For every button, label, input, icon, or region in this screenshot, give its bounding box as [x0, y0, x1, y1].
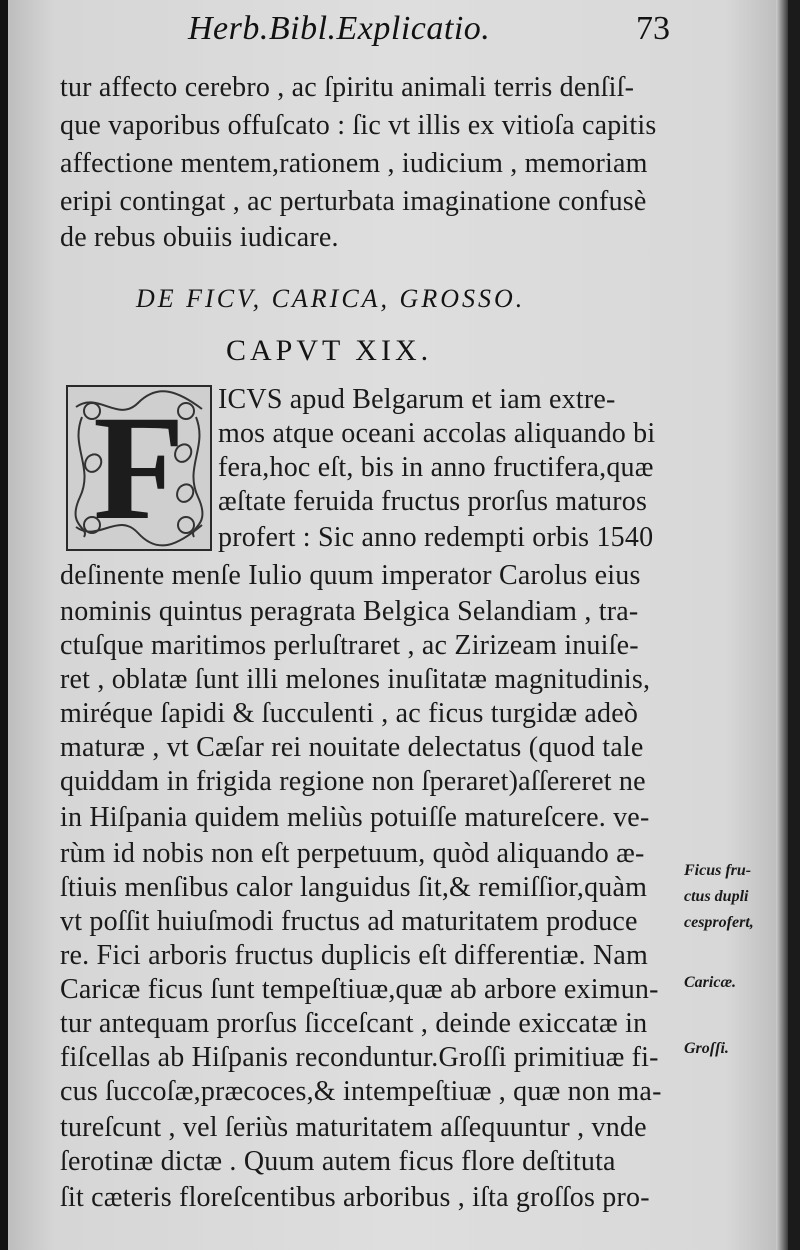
chapter-title: DE FICV, CARICA, GROSSO.	[136, 284, 526, 313]
text-line: rùm id nobis non eſt perpetuum, quòd aliquando æ-	[60, 838, 645, 869]
text-line: tur affecto cerebro , ac ſpiritu animali terris denſiſ-	[60, 72, 635, 103]
text-line: ſtiuis menſibus calor languidus ſit,& remiſſior,quàm	[60, 872, 648, 903]
text-line: eripi contingat , ac perturbata imaginatione confusè	[60, 186, 647, 217]
marginal-note: cesprofert,	[684, 914, 754, 931]
text-line: deſinente menſe Iulio quum imperator Carolus eius	[60, 560, 641, 591]
text-line: in Hiſpania quidem meliùs potuiſſe matureſcere. ve-	[60, 802, 650, 833]
text-line: ſit cæteris floreſcentibus arboribus , iſta groſſos pro-	[60, 1182, 650, 1213]
text-line: fera,hoc eſt, bis in anno fructifera,quæ	[218, 452, 654, 483]
text-line: miréque ſapidi & ſucculenti , ac ficus turgidæ adeò	[60, 698, 639, 729]
text-line: æſtate feruida fructus prorſus maturos	[218, 486, 648, 517]
ornamental-initial	[66, 385, 212, 551]
text-line: de rebus obuiis iudicare.	[60, 222, 339, 253]
text-line: maturæ , vt Cæſar rei nouitate delectatus (quod tale	[60, 732, 644, 763]
text-line: ICVS apud Belgarum et iam extre-	[218, 384, 616, 415]
initial-letter: F	[93, 385, 185, 551]
text-line: cus ſuccoſæ,præcoces,& intempeſtiuæ , quæ non ma-	[60, 1076, 662, 1107]
text-line: vt poſſit huiuſmodi fructus ad maturitatem produce	[60, 906, 638, 937]
page-edge-shadow	[776, 0, 788, 1250]
running-head: Herb.Bibl.Explicatio.	[188, 10, 491, 47]
marginal-note: Caricæ.	[684, 974, 736, 991]
text-line: que vaporibus offuſcato : ſic vt illis ex vitioſa capitis	[60, 110, 657, 141]
text-line: fiſcellas ab Hiſpanis reconduntur.Groſſi primitiuæ fi-	[60, 1042, 659, 1073]
page-number: 73	[636, 10, 670, 47]
text-line: affectione mentem,rationem , iudicium , memoriam	[60, 148, 648, 179]
text-line: Caricæ ficus ſunt tempeſtiuæ,quæ ab arbore eximun-	[60, 974, 659, 1005]
marginal-note: ctus dupli	[684, 888, 749, 905]
text-line: ctuſque maritimos perluſtraret , ac Zirizeam inuiſe-	[60, 630, 639, 661]
text-line: ſerotinæ dictæ . Quum autem ficus flore deſtituta	[60, 1146, 616, 1177]
text-line: quiddam in frigida regione non ſperaret)aſſereret ne	[60, 766, 646, 797]
text-line: tur antequam prorſus ſicceſcant , deinde exiccatæ in	[60, 1008, 648, 1039]
text-line: tureſcunt , vel ſeriùs maturitatem aſſequuntur , vnde	[60, 1112, 647, 1143]
text-line: nominis quintus peragrata Belgica Selandiam , tra-	[60, 596, 639, 627]
book-page	[8, 0, 788, 1250]
text-line: mos atque oceani accolas aliquando bi	[218, 418, 656, 449]
marginal-note: Ficus fru-	[684, 862, 752, 879]
marginal-note: Groſſi.	[684, 1040, 729, 1057]
text-line: profert : Sic anno redempti orbis 1540	[218, 522, 654, 553]
chapter-number: CAPVT XIX.	[226, 334, 433, 367]
text-line: ret , oblatæ ſunt illi melones inuſitatæ magnitudinis,	[60, 664, 651, 695]
book-spine-shadow	[0, 0, 8, 1250]
text-line: re. Fici arboris fructus duplicis eſt differentiæ. Nam	[60, 940, 649, 971]
